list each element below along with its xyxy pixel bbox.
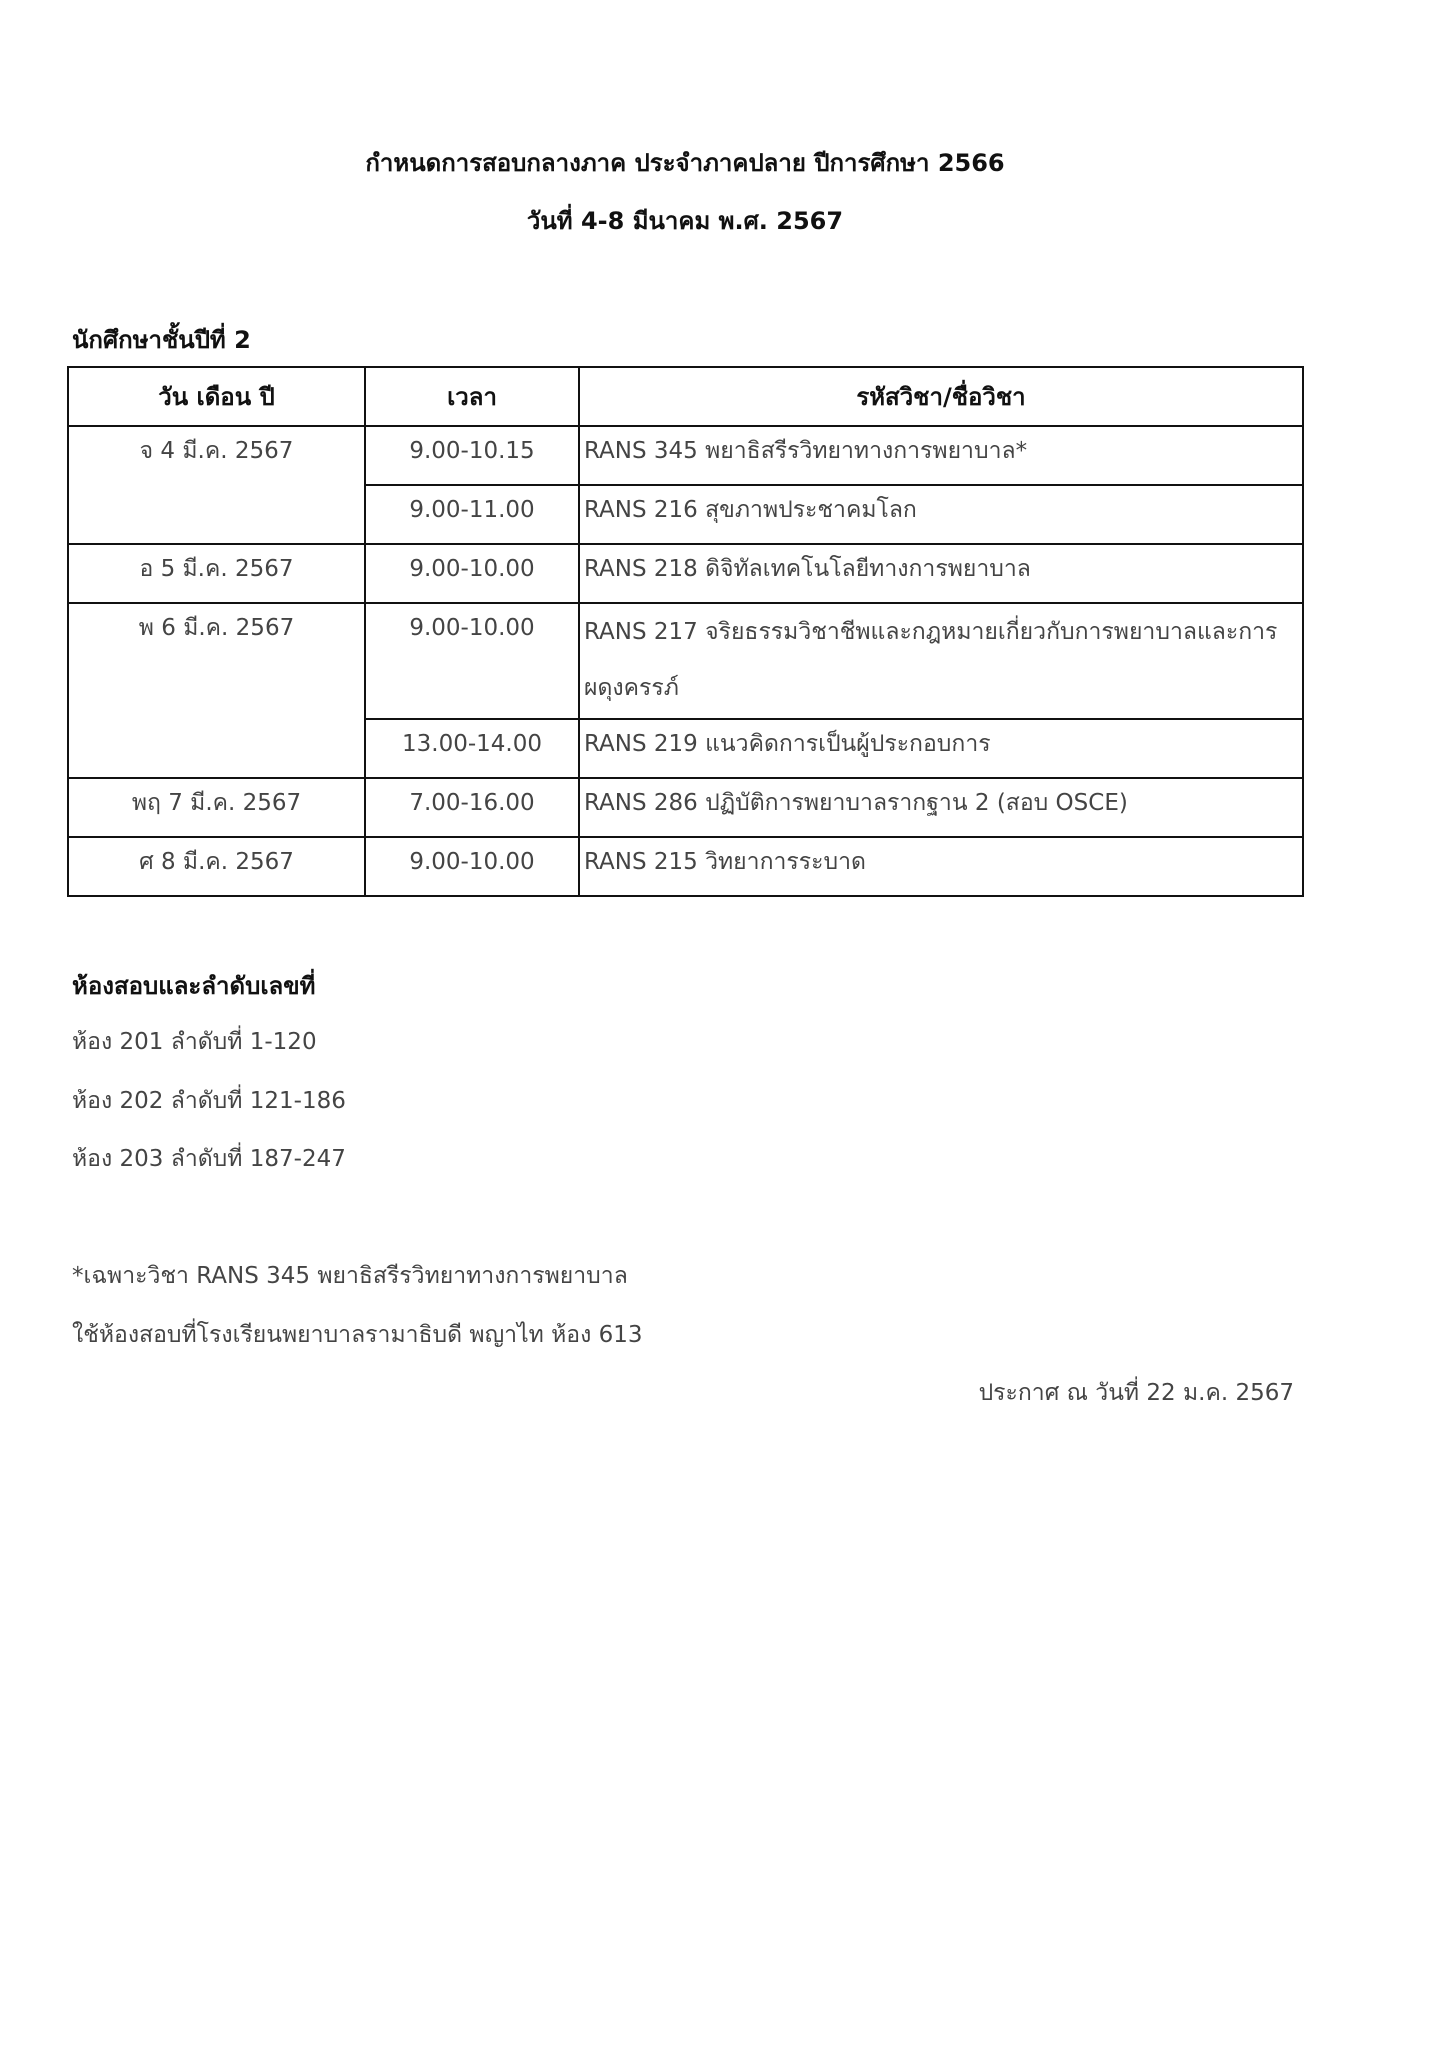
exam-course: RANS 286 ปฏิบัติการพยาบาลรากฐาน 2 (สอบ OSCE) (579, 778, 1303, 837)
footnote-course: *เฉพาะวิชา RANS 345 พยาธิสรีรวิทยาทางการพยาบาล (72, 1263, 628, 1289)
exam-course: RANS 218 ดิจิทัลเทคโนโลยีทางการพยาบาล (579, 544, 1303, 603)
table-row (68, 544, 1303, 603)
header-time: เวลา (365, 367, 579, 426)
exam-time: 13.00-14.00 (365, 719, 579, 778)
document-subtitle-dates: วันที่ 4-8 มีนาคม พ.ศ. 2567 (526, 207, 844, 235)
exam-time: 9.00-10.00 (365, 603, 579, 719)
exam-date: จ 4 มี.ค. 2567 (68, 426, 365, 544)
table-row (68, 426, 1303, 485)
room-assignment: ห้อง 202 ลำดับที่ 121-186 (72, 1088, 346, 1114)
exam-date: พ 6 มี.ค. 2567 (68, 603, 365, 778)
exam-course: RANS 217 จริยธรรมวิชาชีพและกฎหมายเกี่ยวกับการพยาบาลและการผดุงครรภ์ (579, 603, 1303, 719)
exam-date: อ 5 มี.ค. 2567 (68, 544, 365, 603)
student-year-heading: นักศึกษาชั้นปีที่ 2 (72, 326, 251, 354)
table-row (68, 837, 1303, 896)
exam-date: ศ 8 มี.ค. 2567 (68, 837, 365, 896)
room-assignment: ห้อง 201 ลำดับที่ 1-120 (72, 1029, 317, 1055)
exam-date: พฤ 7 มี.ค. 2567 (68, 778, 365, 837)
exam-time: 9.00-10.00 (365, 837, 579, 896)
exam-time: 9.00-10.00 (365, 544, 579, 603)
table-header-row (68, 367, 1303, 426)
table-row (68, 603, 1303, 719)
document-title: กำหนดการสอบกลางภาค ประจำภาคปลาย ปีการศึกษา 2566 (365, 149, 1005, 177)
exam-time: 9.00-10.15 (365, 426, 579, 485)
table-row (68, 778, 1303, 837)
header-date: วัน เดือน ปี (68, 367, 365, 426)
exam-course: RANS 219 แนวคิดการเป็นผู้ประกอบการ (579, 719, 1303, 778)
exam-schedule-table (67, 366, 1304, 897)
footnote-location: ใช้ห้องสอบที่โรงเรียนพยาบาลรามาธิบดี พญาไท ห้อง 613 (72, 1322, 643, 1348)
exam-course: RANS 216 สุขภาพประชาคมโลก (579, 485, 1303, 544)
exam-rooms-heading: ห้องสอบและลำดับเลขที่ (72, 972, 316, 1000)
exam-course: RANS 215 วิทยาการระบาด (579, 837, 1303, 896)
announcement-date: ประกาศ ณ วันที่ 22 ม.ค. 2567 (978, 1380, 1294, 1406)
exam-course: RANS 345 พยาธิสรีรวิทยาทางการพยาบาล* (579, 426, 1303, 485)
exam-time: 7.00-16.00 (365, 778, 579, 837)
header-course: รหัสวิชา/ชื่อวิชา (579, 367, 1303, 426)
room-assignment: ห้อง 203 ลำดับที่ 187-247 (72, 1146, 346, 1172)
exam-time: 9.00-11.00 (365, 485, 579, 544)
